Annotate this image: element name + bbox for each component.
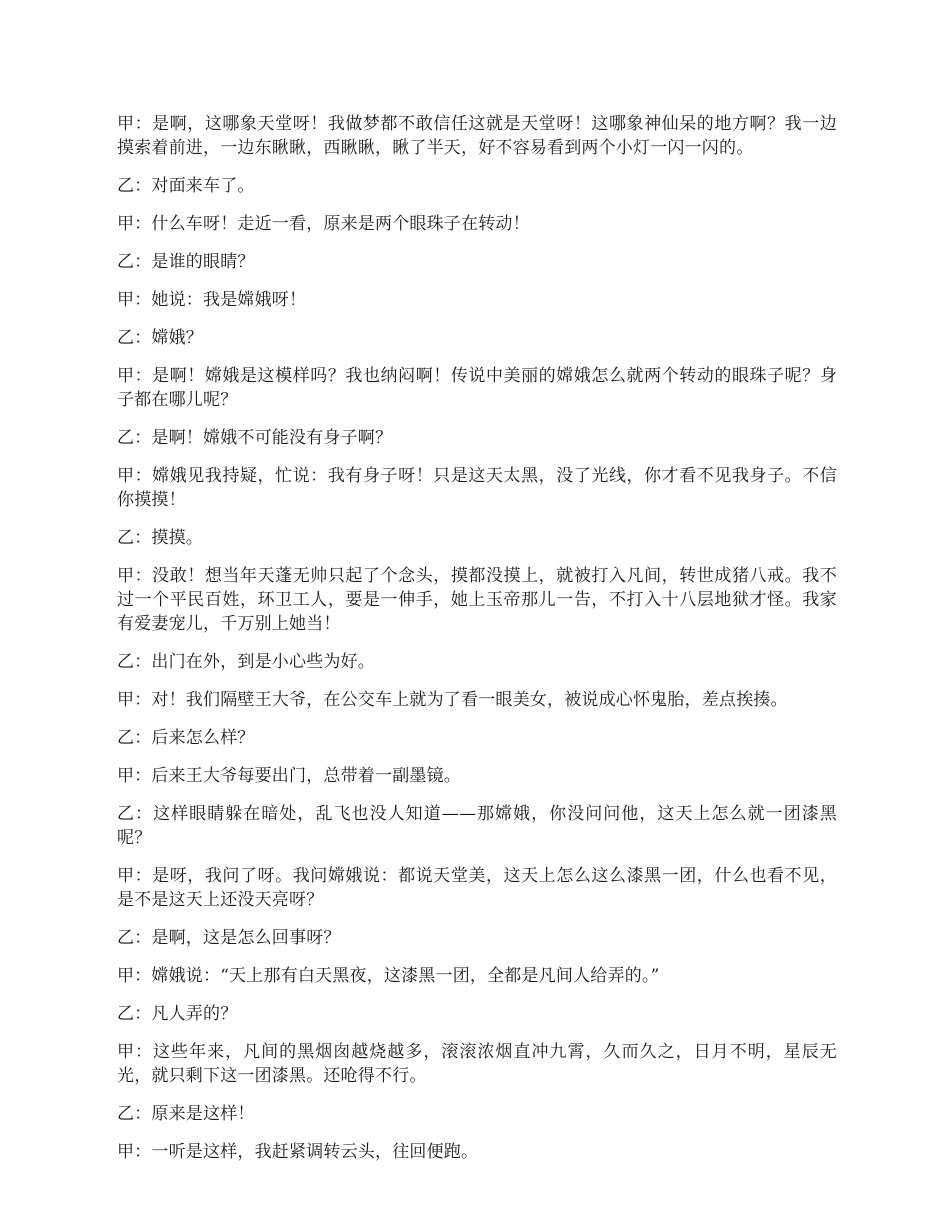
document-body — [117, 112, 837, 1178]
paragraph: 乙：出门在外，到是小心些为好。 — [117, 652, 375, 672]
paragraph: 甲：嫦娥说：“天上那有白天黑夜，这漆黑一团，全都是凡间人给弄的。” — [117, 966, 660, 986]
paragraph: 甲：嫦娥见我持疑，忙说：我有身子呀！只是这天太黑，没了光线，你才看不见我身子。不信你摸摸！ — [117, 466, 837, 510]
paragraph: 乙：是啊，这是怎么回事呀？ — [117, 928, 341, 948]
paragraph: 甲：一听是这样，我赶紧调转云头，往回便跑。 — [117, 1142, 479, 1162]
paragraph: 乙：嫦娥？ — [117, 328, 203, 348]
paragraph: 乙：对面来车了。 — [117, 176, 255, 196]
paragraph: 甲：对！我们隔壁王大爷，在公交车上就为了看一眼美女，被说成心怀鬼胎，差点挨揍。 — [117, 690, 788, 710]
paragraph: 甲：这些年来，凡间的黑烟囱越烧越多，滚滚浓烟直冲九霄，久而久之，日月不明，星辰无光，就只剩下这一团漆黑。还呛得不行。 — [117, 1042, 837, 1086]
paragraph: 乙：这样眼睛躲在暗处，乱飞也没人知道——那嫦娥，你没问问他，这天上怎么就一团漆黑呢？ — [117, 804, 837, 848]
paragraph: 乙：原来是这样！ — [117, 1104, 255, 1124]
paragraph: 乙：是谁的眼睛？ — [117, 252, 255, 272]
paragraph: 甲：是呀，我问了呀。我问嫦娥说：都说天堂美，这天上怎么这么漆黑一团，什么也看不见，是不是这天上还没天亮呀？ — [117, 866, 837, 910]
paragraph: 甲：什么车呀！走近一看，原来是两个眼珠子在转动！ — [117, 214, 530, 234]
paragraph: 乙：凡人弄的？ — [117, 1004, 238, 1024]
paragraph: 甲：她说：我是嫦娥呀！ — [117, 290, 307, 310]
paragraph: 乙：摸摸。 — [117, 528, 203, 548]
paragraph: 乙：后来怎么样？ — [117, 728, 255, 748]
paragraph: 甲：后来王大爷每要出门，总带着一副墨镜。 — [117, 766, 461, 786]
paragraph: 甲：是啊！嫦娥是这模样吗？我也纳闷啊！传说中美丽的嫦娥怎么就两个转动的眼珠子呢？身子都在哪儿呢？ — [117, 366, 837, 410]
paragraph: 甲：没敢！想当年天蓬无帅只起了个念头，摸都没摸上，就被打入凡间，转世成猪八戒。我不过一个平民百姓，环卫工人，要是一伸手，她上玉帝那儿一告，不打入十八层地狱才怪。我家有爱妻宠儿，千万别上她当！ — [117, 566, 837, 634]
paragraph: 甲：是啊，这哪象天堂呀！我做梦都不敢信任这就是天堂呀！这哪象神仙呆的地方啊？我一边摸索着前进，一边东瞅瞅，西瞅瞅，瞅了半天，好不容易看到两个小灯一闪一闪的。 — [117, 114, 837, 158]
paragraph: 乙：是啊！嫦娥不可能没有身子啊？ — [117, 428, 393, 448]
